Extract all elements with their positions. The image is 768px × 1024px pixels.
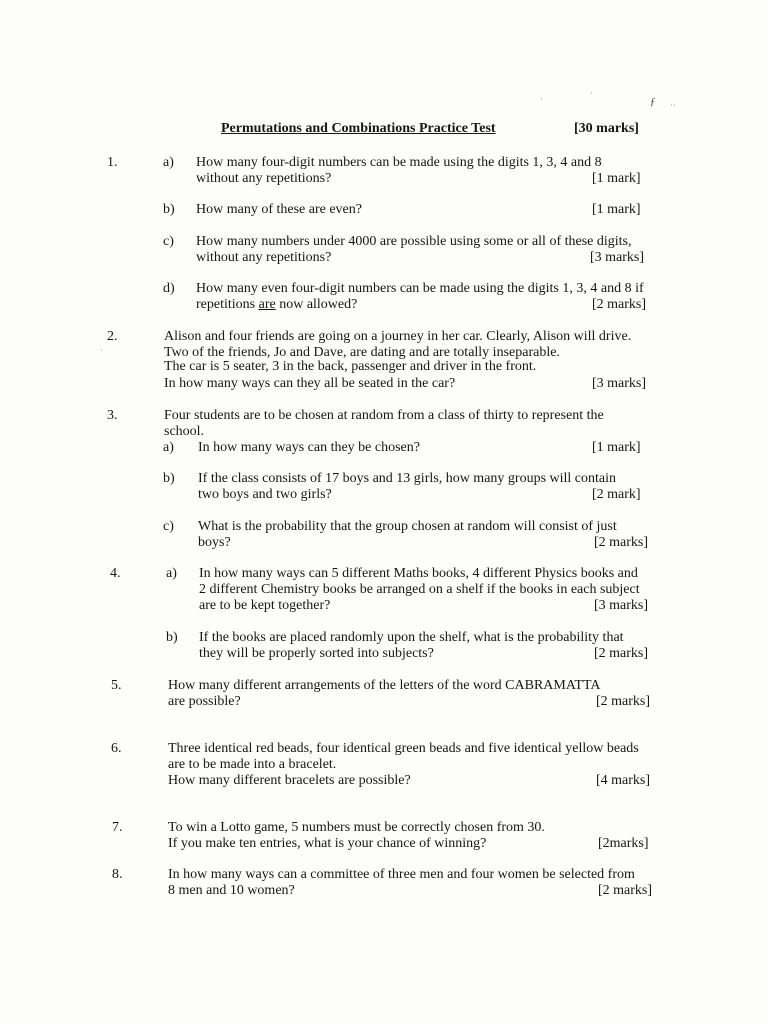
marks-label: [1 mark] bbox=[592, 440, 641, 455]
marks-label: [2 marks] bbox=[594, 646, 649, 661]
question-text: If the books are placed randomly upon the shelf, what is the probability that bbox=[199, 630, 624, 645]
marks-label: [2 mark] bbox=[592, 487, 641, 502]
question-text: Three identical red beads, four identical green beads and five identical yellow beads bbox=[168, 741, 639, 756]
question-text: How many even four-digit numbers can be made using the digits 1, 3, 4 and 8 if bbox=[196, 281, 644, 296]
question-text: To win a Lotto game, 5 numbers must be correctly chosen from 30. bbox=[168, 820, 545, 835]
scan-speck: · bbox=[100, 345, 103, 355]
marks-label: [2 marks] bbox=[592, 297, 647, 312]
marks-label: [1 mark] bbox=[592, 202, 641, 217]
part-label: d) bbox=[163, 281, 175, 296]
question-text: school. bbox=[164, 424, 205, 439]
scan-speck: ·· bbox=[670, 100, 676, 110]
question-text: If the class consists of 17 boys and 13 girls, how many groups will contain bbox=[198, 471, 617, 486]
part-label: a) bbox=[163, 440, 174, 455]
question-text: If you make ten entries, what is your chance of winning? bbox=[168, 836, 487, 851]
question-text: they will be properly sorted into subjects? bbox=[199, 646, 434, 661]
part-label: b) bbox=[163, 202, 175, 217]
question-text: are to be kept together? bbox=[199, 598, 331, 613]
marks-label: [3 marks] bbox=[590, 250, 645, 265]
question-text: boys? bbox=[198, 535, 231, 550]
question-text bbox=[196, 297, 357, 313]
part-label: a) bbox=[166, 566, 177, 581]
question-text: 8 men and 10 women? bbox=[168, 883, 295, 898]
marks-label: [2 marks] bbox=[598, 883, 653, 898]
question-text: 2 different Chemistry books be arranged on a shelf if the books in each subject bbox=[199, 582, 640, 597]
question-text: Four students are to be chosen at random from a class of thirty to represent the bbox=[164, 408, 604, 423]
question-text: two boys and two girls? bbox=[198, 487, 332, 502]
marks-label: [3 marks] bbox=[592, 376, 647, 391]
scan-speck: · bbox=[590, 88, 593, 98]
question-text: How many different bracelets are possible? bbox=[168, 773, 411, 788]
question-text: In how many ways can they all be seated in the car? bbox=[164, 376, 456, 391]
question-text: Alison and four friends are going on a journey in her car. Clearly, Alison will drive. bbox=[164, 329, 632, 344]
question-text: are to be made into a bracelet. bbox=[168, 757, 337, 772]
question-text: How many numbers under 4000 are possible using some or all of these digits, bbox=[196, 234, 632, 249]
question-text: Two of the friends, Jo and Dave, are dating and are totally inseparable. bbox=[164, 345, 560, 360]
question-text: How many of these are even? bbox=[196, 202, 362, 217]
part-label: a) bbox=[163, 155, 174, 170]
marks-label: [2 marks] bbox=[596, 694, 651, 709]
question-number: 2. bbox=[107, 329, 118, 344]
question-number: 1. bbox=[107, 155, 118, 170]
marks-label: [4 marks] bbox=[596, 773, 651, 788]
question-text: How many different arrangements of the letters of the word CABRAMATTA bbox=[168, 678, 601, 693]
part-label: b) bbox=[166, 630, 178, 645]
question-number: 8. bbox=[112, 867, 123, 882]
part-label: c) bbox=[163, 519, 174, 534]
question-text: In how many ways can a committee of three men and four women be selected from bbox=[168, 867, 635, 882]
question-text: In how many ways can 5 different Maths books, 4 different Physics books and bbox=[199, 566, 638, 581]
marks-label: [2marks] bbox=[598, 836, 649, 851]
question-text-part: repetitions bbox=[196, 297, 259, 312]
marks-label: [1 mark] bbox=[592, 171, 641, 186]
question-text: In how many ways can they be chosen? bbox=[198, 440, 420, 455]
question-text: without any repetitions? bbox=[196, 171, 332, 186]
question-number: 6. bbox=[111, 741, 122, 756]
question-text: How many four-digit numbers can be made using the digits 1, 3, 4 and 8 bbox=[196, 155, 602, 170]
question-text: are possible? bbox=[168, 694, 241, 709]
question-text: The car is 5 seater, 3 in the back, passenger and driver in the front. bbox=[164, 359, 537, 374]
underlined-word: are bbox=[258, 297, 276, 312]
question-text-part: now allowed? bbox=[275, 297, 358, 312]
scan-speck: ƒ bbox=[650, 96, 656, 108]
question-number: 5. bbox=[111, 678, 122, 693]
page-title bbox=[221, 121, 496, 137]
marks-label: [2 marks] bbox=[594, 535, 649, 550]
marks-label: [3 marks] bbox=[594, 598, 649, 613]
part-label: c) bbox=[163, 234, 174, 249]
title-text: Permutations and Combinations Practice Test bbox=[221, 121, 496, 136]
question-number: 3. bbox=[107, 408, 118, 423]
scan-speck: · bbox=[540, 94, 543, 104]
question-number: 7. bbox=[112, 820, 123, 835]
part-label: b) bbox=[163, 471, 175, 486]
question-text: What is the probability that the group chosen at random will consist of just bbox=[198, 519, 617, 534]
total-marks: [30 marks] bbox=[574, 121, 639, 136]
question-number: 4. bbox=[110, 566, 121, 581]
question-text: without any repetitions? bbox=[196, 250, 332, 265]
